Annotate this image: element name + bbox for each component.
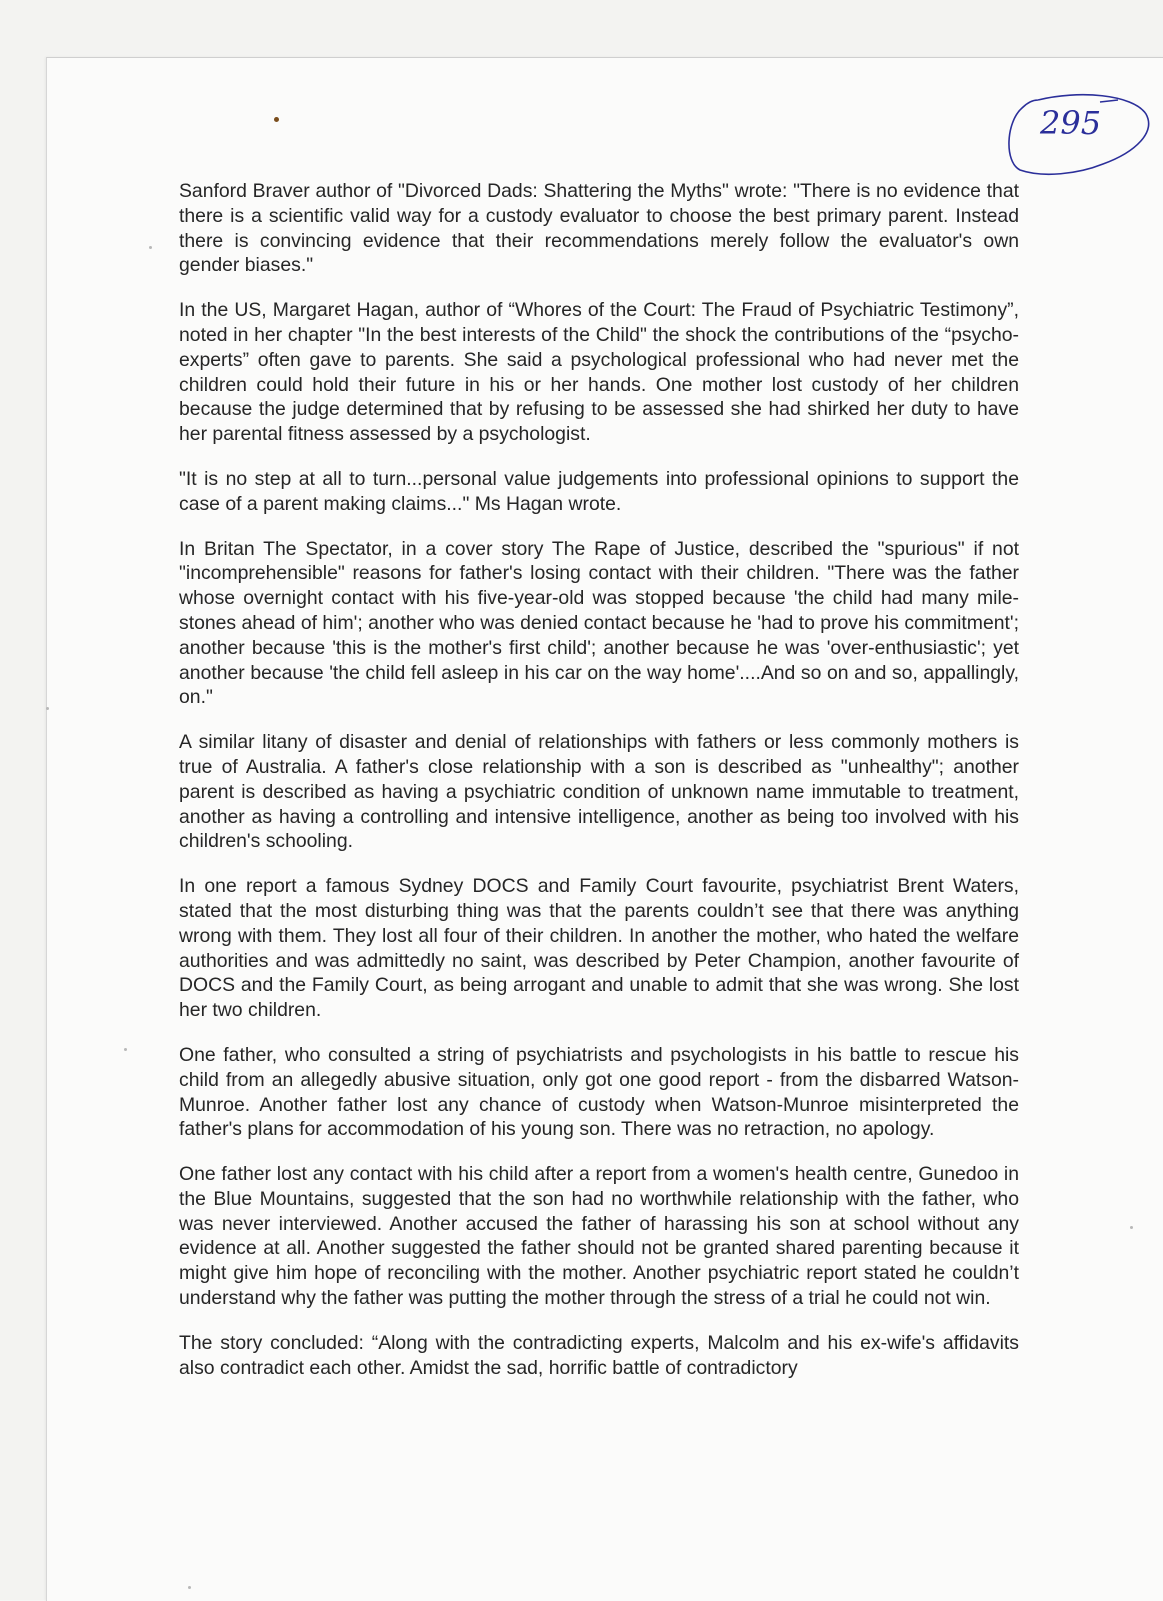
document-body <box>179 179 1019 1398</box>
scan-speck <box>1130 1226 1133 1229</box>
scan-speck <box>149 246 152 249</box>
paragraph: The story concluded: “Along with the contradicting experts, Malcolm and his ex-wife's affidavits also contradict each other. Amidst the sad, horrific battle of contradictory <box>179 1331 1019 1379</box>
ink-dot <box>274 117 279 122</box>
paragraph: In Britan The Spectator, in a cover story The Rape of Justice, described the "spurious" if not "incomprehensible" reasons for father's losing contact with their children. "There was the father whose overnight contact with his five-year-old was stopped because 'the child had many mile-stones ahead of him'; another who was denied contact because he 'had to prove his commitment'; another because 'this is the mother's first child'; another because he was 'over-enthusiastic'; yet another because 'the child fell asleep in his car on the way home'....And so on and so, appallingly, on." <box>179 537 1020 709</box>
handwritten-page-number <box>1008 92 1158 187</box>
circled-page-number-drawing <box>1008 92 1158 187</box>
paragraph: A similar litany of disaster and denial of relationships with fathers or less commonly mothers is true of Australia. A father's close relationship with a son is described as "unhealthy"; another parent is described as having a psychiatric condition of unknown name immutable to treatment, another as having a controlling and intensive intelligence, another as being too involved with his children's schooling. <box>179 731 1019 853</box>
paragraph: Sanford Braver author of "Divorced Dads: Shattering the Myths" wrote: "There is no evidence that there is a scientific valid way for a custody evaluator to choose the best primary parent. Instead there is convincing evidence that their recommendations merely follow the evaluator's own gender biases." <box>179 180 1019 277</box>
scan-speck <box>188 1586 191 1589</box>
scan-speck <box>46 707 49 710</box>
scan-speck <box>124 1048 127 1051</box>
paragraph: One father lost any contact with his child after a report from a women's health centre, Gunedoo in the Blue Mountains, suggested that the son had no worthwhile relationship with the father, who was never interviewed. Another accused the father of harassing his son at school without any evidence at all. Another suggested the father should not be granted shared parenting because it might give him hope of reconciling with the mother. Another psychiatric report stated he couldn’t understand why the father was putting the mother through the stress of a trial he could not win. <box>179 1163 1019 1310</box>
paragraph: One father, who consulted a string of psychiatrists and psychologists in his battle to rescue his child from an allegedly abusive situation, only got one good report - from the disbarred Watson-Munroe. Another father lost any chance of custody when Watson-Munroe misinterpreted the father's plans for accommodation of his young son. There was no retraction, no apology. <box>179 1043 1019 1141</box>
paragraph: In the US, Margaret Hagan, author of “Whores of the Court: The Fraud of Psychiatric Testimony”, noted in her chapter "In the best interests of the Child" the shock the contributions of the “psycho-experts” often gave to parents. She said a psychological professional who had never met the children could hold their future in his or her hands. One mother lost custody of her children because the judge determined that by refusing to be assessed she had shirked her duty to have her parental fitness assessed by a psychologist. <box>179 299 1019 446</box>
page-number-text: 295 <box>1040 104 1102 142</box>
paragraph: In one report a famous Sydney DOCS and Family Court favourite, psychiatrist Brent Waters, stated that the most disturbing thing was that the parents couldn’t see that there was anything wrong with them. They lost all four of their children. In another the mother, who hated the welfare authorities and was admittedly no saint, was described by Peter Champion, another favourite of DOCS and the Family Court, as being arrogant and unable to admit that she was wrong. She lost her two children. <box>179 875 1019 1022</box>
paragraph: "It is no step at all to turn...personal value judgements into professional opinions to support the case of a parent making claims..." Ms Hagan wrote. <box>179 467 1019 515</box>
